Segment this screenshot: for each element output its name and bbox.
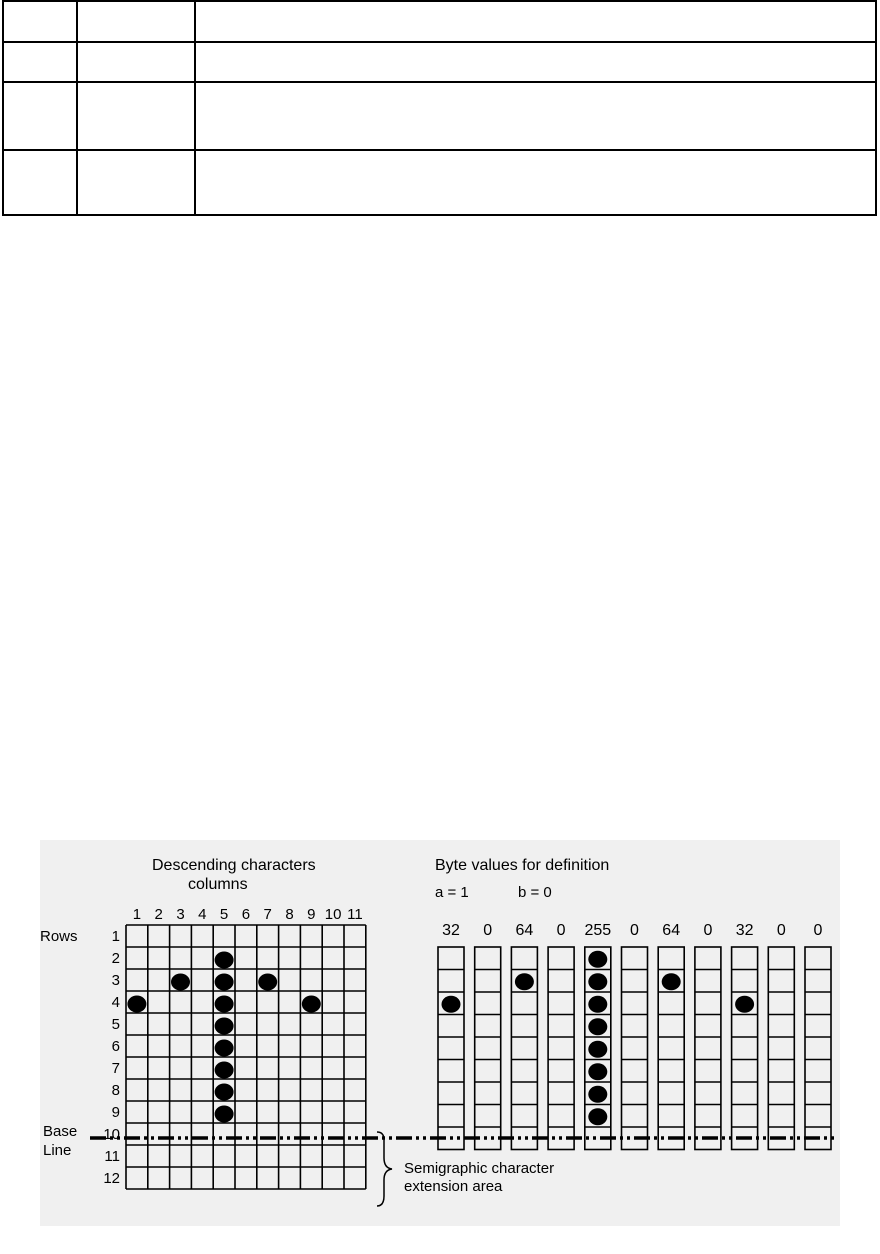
byte-columns bbox=[438, 922, 831, 1150]
column-number: 8 bbox=[285, 906, 294, 923]
byte-column bbox=[732, 947, 758, 1150]
right-title: Byte values for definition bbox=[435, 857, 610, 874]
byte-dot bbox=[588, 1018, 607, 1035]
baseline-label-line: Line bbox=[43, 1142, 72, 1159]
legend-b: b = 0 bbox=[518, 884, 552, 901]
row-number: 2 bbox=[111, 950, 120, 967]
top-table bbox=[2, 0, 877, 216]
extension-label-2: extension area bbox=[404, 1178, 503, 1195]
row-number: 1 bbox=[111, 928, 120, 945]
byte-dot bbox=[662, 973, 681, 990]
left-title: Descending characters bbox=[152, 857, 316, 874]
dot-matrix-figure bbox=[40, 840, 840, 1226]
byte-column bbox=[622, 947, 648, 1150]
row-number: 10 bbox=[103, 1126, 120, 1143]
column-number: 6 bbox=[241, 906, 251, 923]
column-number: 2 bbox=[154, 906, 163, 923]
grid-dot bbox=[171, 974, 190, 991]
grid-dot bbox=[215, 1040, 234, 1057]
byte-value: 32 bbox=[735, 922, 754, 939]
row-number: 4 bbox=[111, 994, 120, 1011]
byte-column bbox=[805, 947, 831, 1150]
grid-dot bbox=[215, 1018, 234, 1035]
byte-dot bbox=[588, 973, 607, 990]
grid-dot bbox=[258, 974, 277, 991]
byte-value: 0 bbox=[703, 922, 713, 939]
column-number: 4 bbox=[198, 906, 207, 923]
byte-dot bbox=[588, 1086, 607, 1103]
byte-value: 64 bbox=[515, 922, 534, 939]
byte-value: 32 bbox=[442, 922, 460, 939]
grid-dot bbox=[215, 974, 234, 991]
byte-dot bbox=[588, 1108, 607, 1125]
row-number: 3 bbox=[111, 972, 120, 989]
byte-column bbox=[438, 947, 464, 1150]
column-number: 1 bbox=[132, 906, 142, 923]
row-number: 6 bbox=[111, 1038, 120, 1055]
byte-value: 255 bbox=[584, 922, 612, 939]
extension-label-1: Semigraphic character bbox=[404, 1160, 555, 1177]
byte-column bbox=[475, 947, 501, 1150]
figure-canvas bbox=[40, 840, 840, 1226]
byte-value: 0 bbox=[630, 922, 639, 939]
byte-column bbox=[768, 947, 794, 1150]
byte-dot bbox=[588, 1063, 607, 1080]
byte-dot bbox=[515, 973, 534, 990]
grid-dot bbox=[215, 996, 234, 1013]
column-number: 9 bbox=[307, 906, 316, 923]
column-number: 5 bbox=[219, 906, 229, 923]
byte-dot bbox=[588, 1041, 607, 1058]
byte-dot bbox=[735, 996, 754, 1013]
byte-value: 0 bbox=[776, 922, 786, 939]
row-number: 5 bbox=[111, 1016, 120, 1033]
grid-dot bbox=[215, 1084, 234, 1101]
grid-dot bbox=[215, 952, 234, 969]
row-number: 8 bbox=[111, 1082, 120, 1099]
character-grid bbox=[103, 906, 365, 1189]
byte-value: 0 bbox=[813, 922, 823, 939]
row-number: 12 bbox=[103, 1170, 120, 1187]
byte-dot bbox=[442, 996, 461, 1013]
column-number: 3 bbox=[176, 906, 185, 923]
column-number: 11 bbox=[347, 906, 363, 923]
byte-value: 0 bbox=[483, 922, 493, 939]
byte-value: 64 bbox=[662, 922, 681, 939]
rows-label: Rows bbox=[40, 928, 78, 945]
column-number: 7 bbox=[263, 906, 272, 923]
legend-a: a = 1 bbox=[435, 884, 469, 901]
extension-brace bbox=[377, 1132, 392, 1206]
row-number: 9 bbox=[111, 1104, 120, 1121]
byte-column bbox=[548, 947, 574, 1150]
byte-column bbox=[695, 947, 721, 1150]
column-number: 10 bbox=[324, 906, 342, 923]
grid-dot bbox=[302, 996, 321, 1013]
byte-dot bbox=[588, 951, 607, 968]
grid-dot bbox=[127, 996, 146, 1013]
left-subtitle: columns bbox=[188, 876, 248, 893]
grid-dot bbox=[215, 1062, 234, 1079]
byte-dot bbox=[588, 996, 607, 1013]
top-table-grid bbox=[2, 0, 877, 216]
row-number: 11 bbox=[104, 1148, 120, 1165]
baseline-label-base: Base bbox=[43, 1123, 78, 1140]
byte-value: 0 bbox=[556, 922, 566, 939]
row-number: 7 bbox=[111, 1060, 120, 1077]
grid-dot bbox=[215, 1106, 234, 1123]
